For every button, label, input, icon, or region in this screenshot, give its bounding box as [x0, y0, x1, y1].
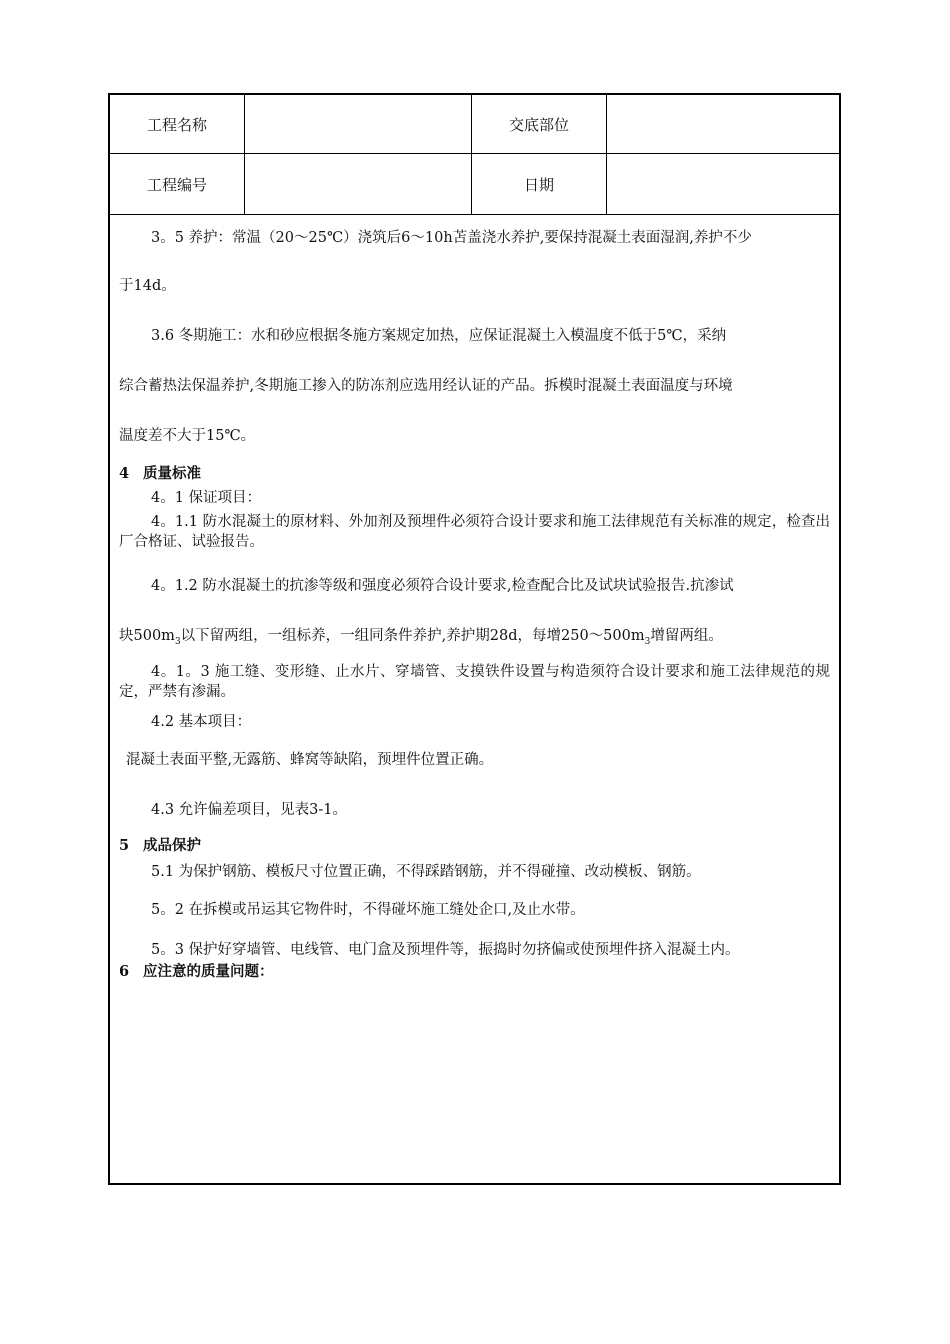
para-4-1-3: 4。1。3 施工缝、变形缝、止水片、穿墙管、支摸铁件设置与构造须符合设计要求和施工法律规范的规定，严禁有渗漏。: [119, 664, 830, 700]
section-4-title: 质量标准: [143, 465, 201, 482]
para-4-1-2-line1: 4。1.2 防水混凝土的抗渗等级和强度必须符合设计要求,检查配合比及试块试验报告.抗渗试: [151, 578, 734, 594]
para-3-6-line3: 温度差不大于15℃。: [119, 428, 256, 444]
para-4-2-text: [110, 750, 830, 770]
project-name-label: 工程名称: [146, 115, 207, 134]
para-4-3: 4.3 允许偏差项目，见表3-1。: [151, 802, 348, 818]
para-4-1-2-text-a: 块500m: [119, 628, 175, 644]
project-no-value[interactable]: [245, 154, 471, 214]
section-6-heading: [119, 962, 830, 982]
section-6-number: 6: [119, 963, 130, 980]
para-5-1: 5.1 为保护钢筋、模板尺寸位置正确，不得踩踏钢筋，并不得碰撞、改动模板、钢筋。: [151, 864, 701, 880]
project-no-label: 工程编号: [146, 175, 207, 194]
section-5-number: 5: [119, 837, 130, 854]
para-3-5-line1: 3。5 养护：常温（20～25℃）浇筑后6～10h苫盖浇水养护,要保持混凝土表面湿润,养护不少: [151, 230, 752, 246]
section-4-heading: [119, 464, 830, 484]
location-value[interactable]: [607, 95, 839, 153]
project-name-value[interactable]: [245, 95, 471, 153]
para-4-1: 4。1 保证项目：: [151, 490, 262, 506]
date-value[interactable]: [607, 154, 839, 214]
para-4-1-2-text-b: 以下留两组，一组标养，一组同条件养护,养护期28d，每增250～500m: [180, 628, 645, 644]
para-4-2: 4.2 基本项目：: [151, 714, 252, 730]
para-4-2-content: 混凝土表面平整,无露筋、蜂窝等缺陷，预埋件位置正确。: [126, 752, 494, 768]
para-5-2: 5。2 在拆模或吊运其它物件时，不得碰坏施工缝处企口,及止水带。: [151, 902, 585, 918]
para-3-6-line2: 综合蓄热法保温养护,冬期施工掺入的防冻剂应选用经认证的产品。拆模时混凝土表面温度与环境: [119, 378, 733, 394]
date-label: 日期: [523, 175, 554, 194]
para-5-3: 5。3 保护好穿墙管、电线管、电门盒及预埋件等，振捣时勿挤偏或使预埋件挤入混凝土内。: [151, 942, 740, 958]
para-3-6-line1: 3.6 冬期施工：水和砂应根据冬施方案规定加热，应保证混凝土入模温度不低于5℃，采纳: [151, 328, 727, 344]
section-5-heading: [119, 836, 830, 856]
section-4-number: 4: [119, 465, 130, 482]
para-3-5-line2: 于14d。: [119, 278, 176, 294]
disclosure-form: [108, 93, 841, 1185]
section-5-title: 成品保护: [143, 837, 201, 854]
section-6-title: 应注意的质量问题：: [143, 963, 274, 980]
unit-subscript-2: 3: [644, 636, 651, 647]
location-label: 交底部位: [508, 115, 569, 134]
para-4-1-1: 4。1.1 防水混凝土的原材料、外加剂及预埋件必须符合设计要求和施工法律规范有关标准的规定，检查出厂合格证、试验报告。: [119, 514, 830, 550]
para-4-1-2-line2: [119, 626, 830, 652]
header-bottom-divider: [110, 214, 839, 215]
unit-subscript-1: 3: [174, 636, 181, 647]
para-4-1-2-text-c: 增留两组。: [650, 628, 723, 644]
